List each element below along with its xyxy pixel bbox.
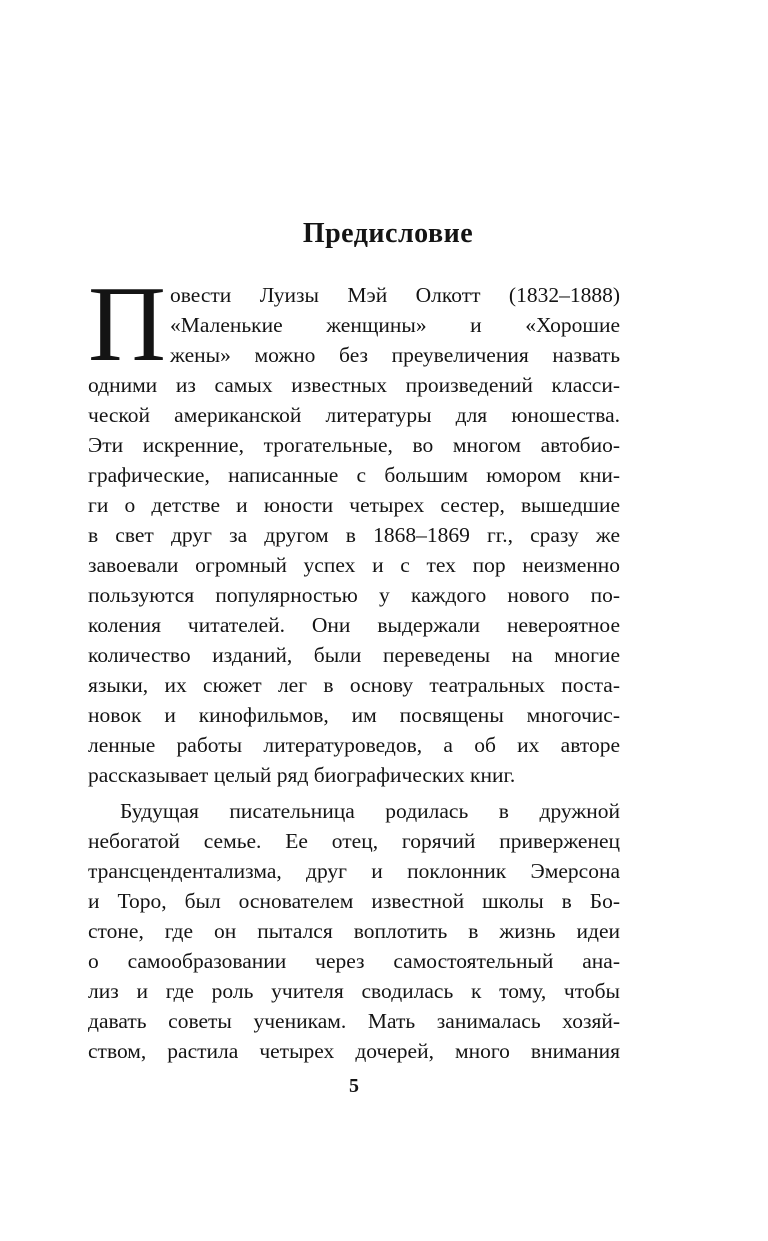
text-line: «Маленькие женщины» и «Хорошие	[170, 313, 620, 337]
text-line: новок и кинофильмов, им посвящены многочис-	[88, 703, 620, 727]
text-line: рассказывает целый ряд биографических книг.	[88, 763, 516, 787]
text-line: языки, их сюжет лег в основу театральных поста-	[88, 673, 620, 697]
page-title: Предисловие	[302, 218, 474, 249]
text-line: пользуются популярностью у каждого нового по-	[88, 583, 620, 607]
text-line: Будущая писательница родилась в дружной	[120, 799, 620, 823]
text-line: небогатой семье. Ее отец, горячий приверженец	[88, 829, 620, 853]
text-line: лиз и где роль учителя сводилась к тому, чтобы	[88, 979, 620, 1003]
text-line: овести Луизы Мэй Олкотт (1832–1888)	[170, 283, 620, 307]
text-line: в свет друг за другом в 1868–1869 гг., сразу же	[88, 523, 620, 547]
text-line: ленные работы литературоведов, а об их авторе	[88, 733, 620, 757]
text-line: давать советы ученикам. Мать занималась хозяй-	[88, 1009, 620, 1033]
text-line: ческой американской литературы для юношества.	[88, 403, 620, 427]
text-line: и Торо, был основателем известной школы в Бо-	[88, 889, 620, 913]
text-line: одними из самых известных произведений класси-	[88, 373, 620, 397]
text-line: о самообразовании через самостоятельный ана-	[88, 949, 620, 973]
text-line: ством, растила четырех дочерей, много внимания	[88, 1039, 620, 1063]
body-text	[88, 265, 620, 1066]
text-line: Эти искренние, трогательные, во многом автобио-	[88, 433, 620, 457]
text-line: трансцендентализма, друг и поклонник Эмерсона	[88, 859, 620, 883]
text-line: жены» можно без преувеличения назвать	[170, 343, 620, 367]
text-line: количество изданий, были переведены на многие	[88, 643, 620, 667]
text-line: коления читателей. Они выдержали невероятное	[88, 613, 620, 637]
drop-cap-letter: П	[88, 265, 166, 384]
text-line: ги о детстве и юности четырех сестер, вышедшие	[88, 493, 620, 517]
text-line: завоевали огромный успех и с тех пор неизменно	[88, 553, 620, 577]
text-line: стоне, где он пытался воплотить в жизнь идеи	[88, 919, 620, 943]
text-line: графические, написанные с большим юмором кни-	[88, 463, 620, 487]
page-number: 5	[349, 1075, 359, 1097]
